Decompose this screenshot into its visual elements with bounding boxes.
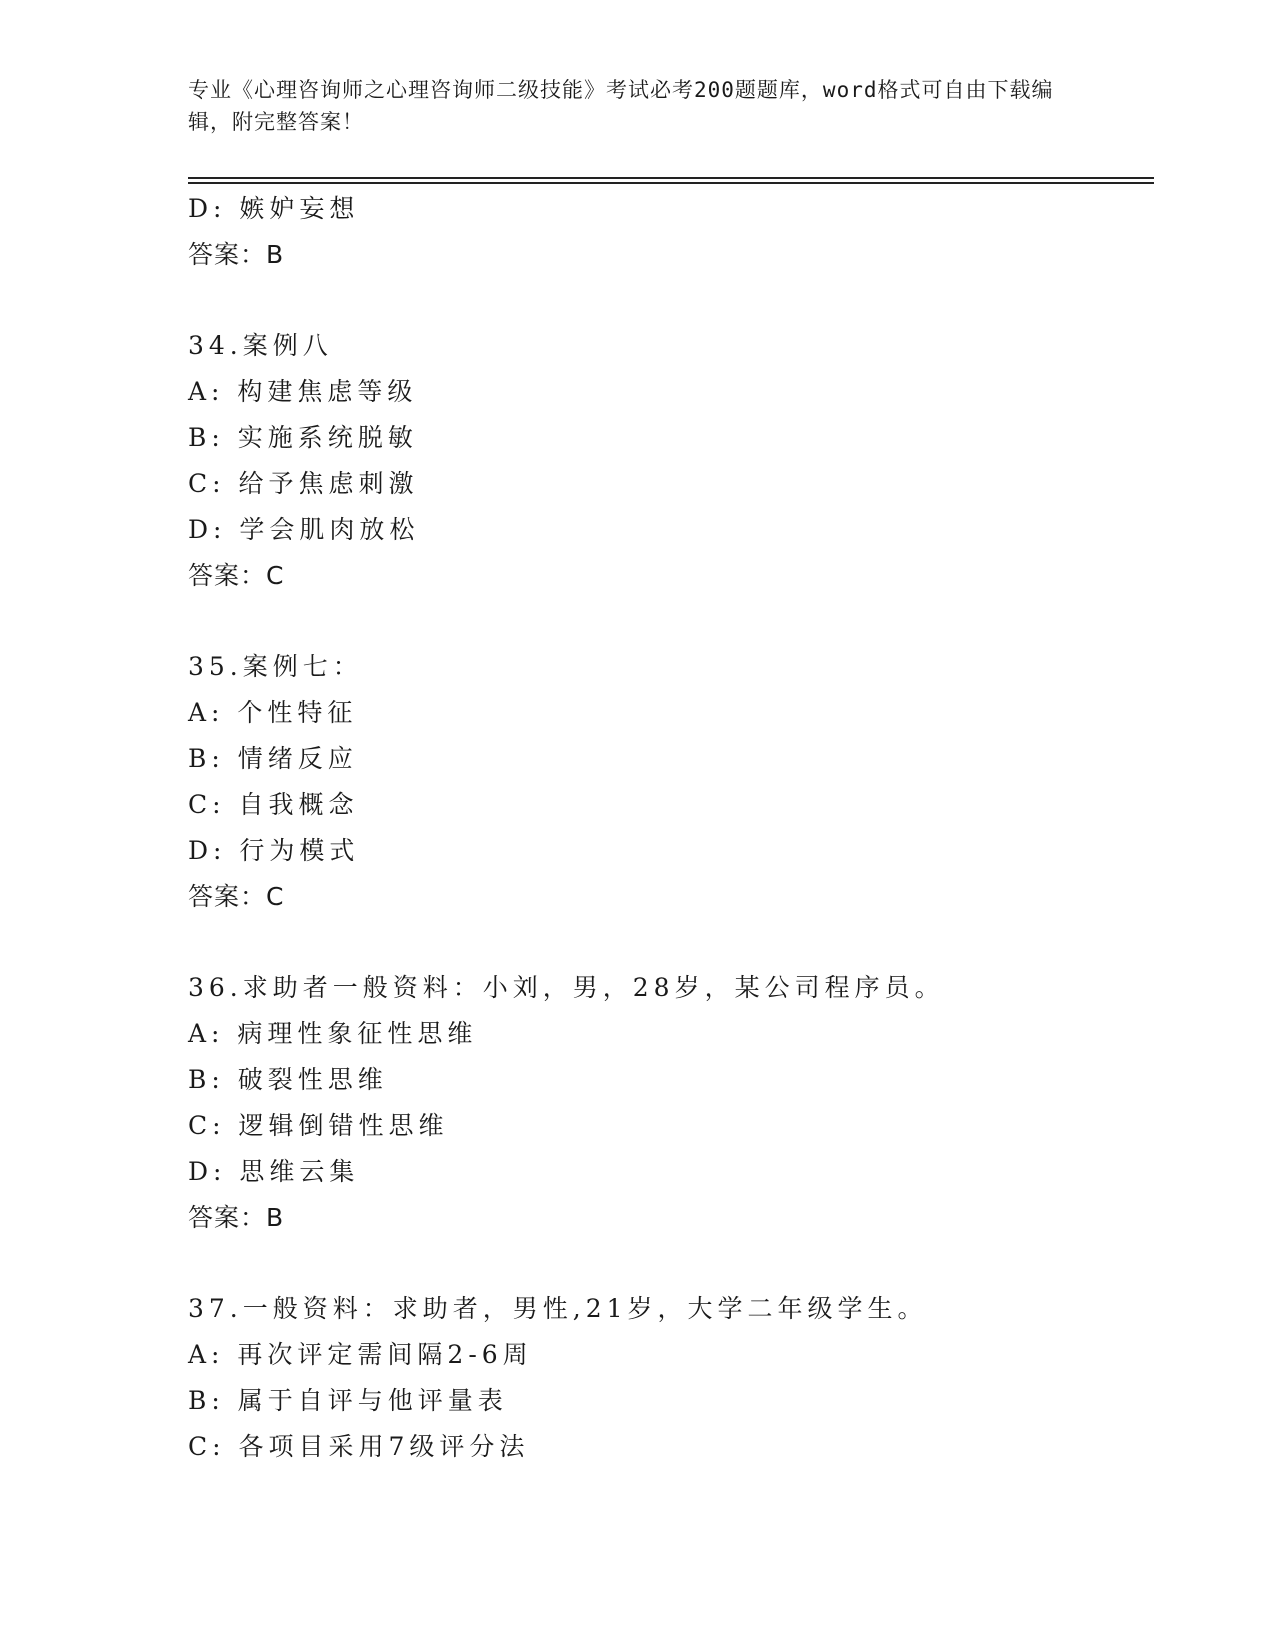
question-block bbox=[188, 186, 1148, 278]
option-line: C: 给予焦虑刺激 bbox=[188, 469, 419, 498]
option-line: A: 再次评定需间隔2-6周 bbox=[188, 1340, 533, 1369]
document-header: 专业《心理咨询师之心理咨询师二级技能》考试必考200题题库，word格式可自由下载编辑，附完整答案！ bbox=[188, 78, 1054, 134]
option-line: D: 学会肌肉放松 bbox=[188, 515, 420, 544]
option-line: C: 逻辑倒错性思维 bbox=[188, 1111, 449, 1140]
question-title: 36.求助者一般资料：小刘，男，28岁，某公司程序员。 bbox=[188, 973, 945, 1002]
option-line: B: 破裂性思维 bbox=[188, 1065, 388, 1094]
option-line: D: 思维云集 bbox=[188, 1157, 360, 1186]
question-block bbox=[188, 965, 1148, 1241]
question-list bbox=[188, 186, 1148, 1470]
option-line: D: 嫉妒妄想 bbox=[188, 194, 360, 223]
option-line: C: 各项目采用7级评分法 bbox=[188, 1432, 530, 1461]
option-line: C: 自我概念 bbox=[188, 790, 359, 819]
question-title: 37.一般资料：求助者，男性,21岁，大学二年级学生。 bbox=[188, 1294, 928, 1323]
question-title: 35.案例七： bbox=[188, 652, 363, 681]
question-block bbox=[188, 1286, 1148, 1470]
option-line: B: 实施系统脱敏 bbox=[188, 423, 418, 452]
question-block bbox=[188, 323, 1148, 599]
answer-line: 答案：B bbox=[188, 1203, 285, 1232]
question-title: 34.案例八 bbox=[188, 331, 333, 360]
header-divider-top bbox=[188, 177, 1154, 179]
option-line: A: 病理性象征性思维 bbox=[188, 1019, 478, 1048]
question-block bbox=[188, 644, 1148, 920]
option-line: D: 行为模式 bbox=[188, 836, 360, 865]
answer-line: 答案：C bbox=[188, 882, 285, 911]
answer-line: 答案：C bbox=[188, 561, 285, 590]
option-line: B: 情绪反应 bbox=[188, 744, 358, 773]
option-line: A: 构建焦虑等级 bbox=[188, 377, 418, 406]
option-line: B: 属于自评与他评量表 bbox=[188, 1386, 508, 1415]
header-divider-bottom bbox=[188, 182, 1154, 184]
option-line: A: 个性特征 bbox=[188, 698, 358, 727]
answer-line: 答案：B bbox=[188, 240, 285, 269]
